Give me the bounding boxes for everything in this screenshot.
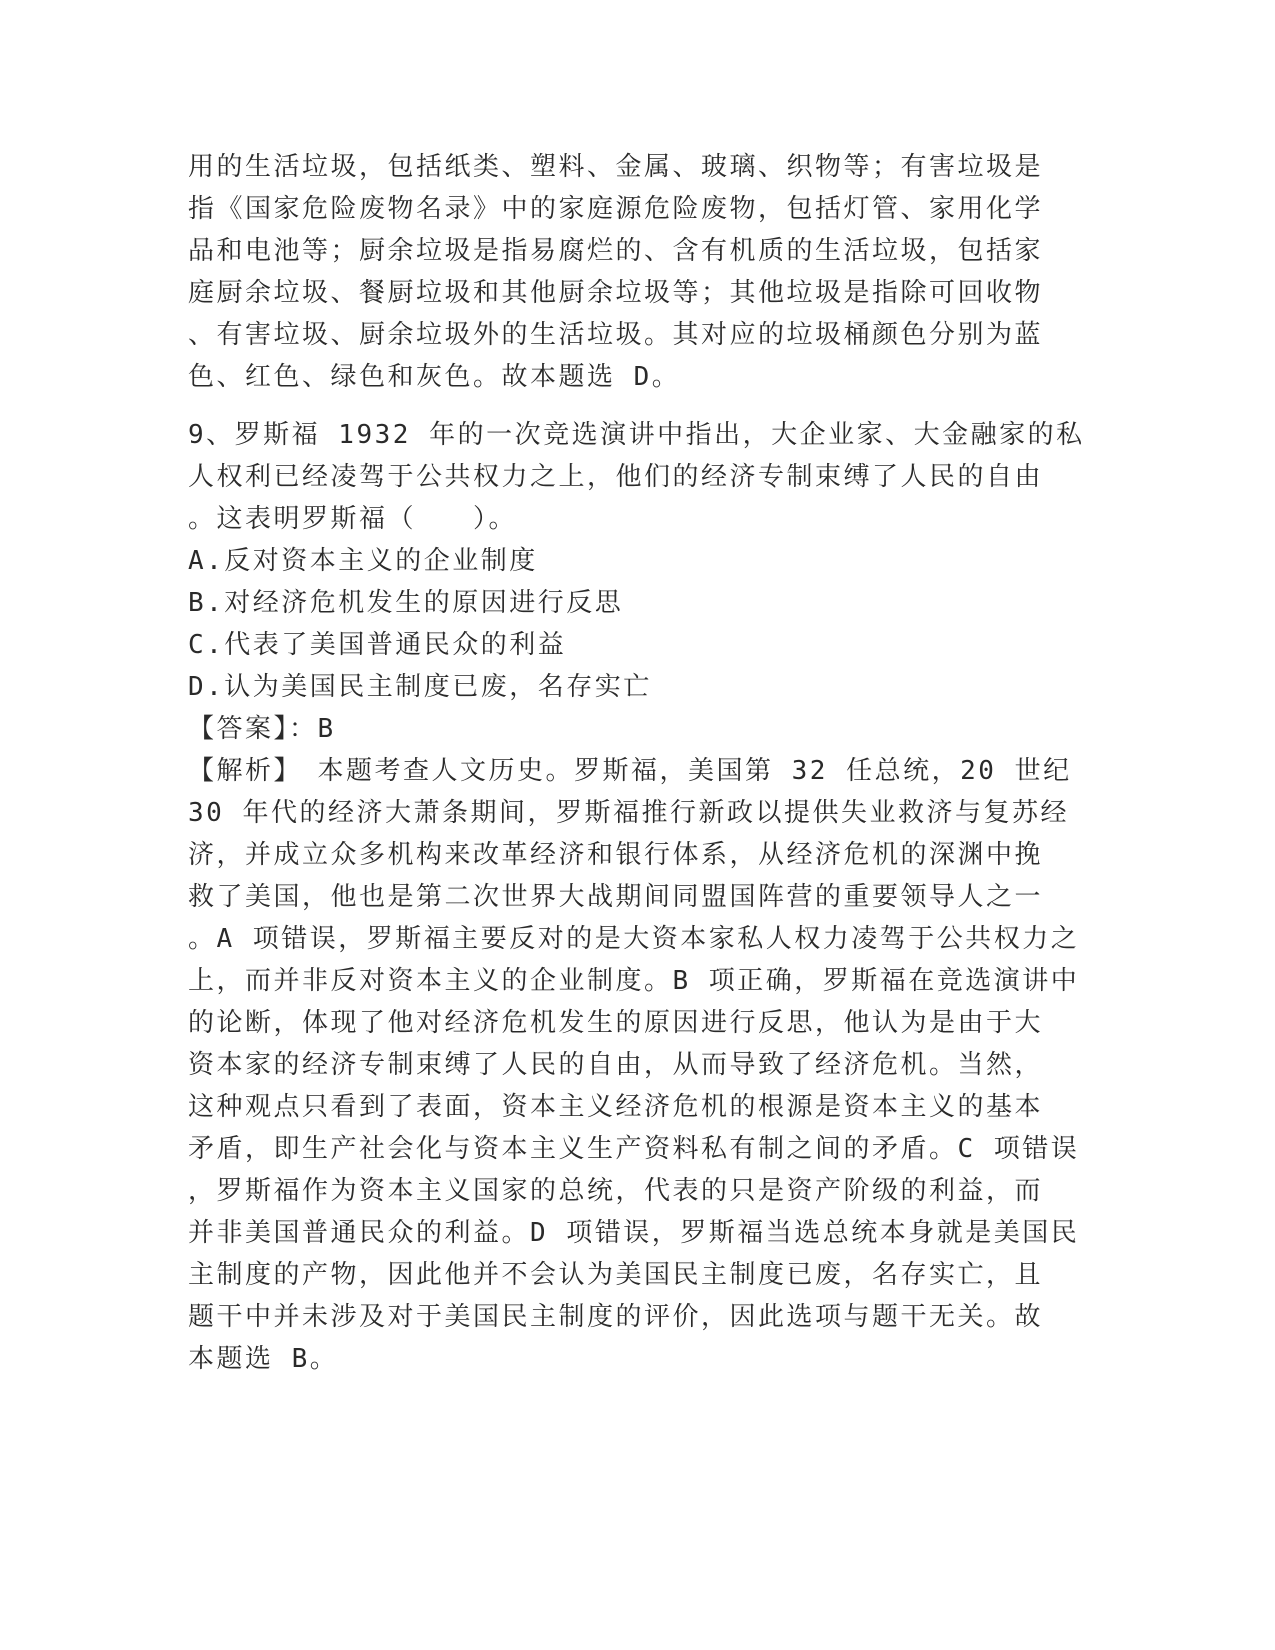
- text-line: 、有害垃圾、厨余垃圾外的生活垃圾。其对应的垃圾桶颜色分别为蓝: [188, 320, 1044, 350]
- option-d: D.认为美国民主制度已废，名存实亡: [188, 672, 652, 702]
- option-b: B.对经济危机发生的原因进行反思: [188, 588, 624, 618]
- explanation-line: 本题选 B。: [188, 1344, 339, 1374]
- stem-line: 人权利已经凌驾于公共权力之上，他们的经济专制束缚了人民的自由: [188, 462, 1044, 492]
- explanation-line: 题干中并未涉及对于美国民主制度的评价，因此选项与题干无关。故: [188, 1302, 1044, 1332]
- option-c: C.代表了美国普通民众的利益: [188, 630, 567, 660]
- explanation-line: 的论断，体现了他对经济危机发生的原因进行反思，他认为是由于大: [188, 1008, 1044, 1038]
- answer-line: 【答案】：B: [188, 714, 336, 744]
- text-line: 品和电池等；厨余垃圾是指易腐烂的、含有机质的生活垃圾，包括家: [188, 236, 1044, 266]
- explanation-line: 。A 项错误，罗斯福主要反对的是大资本家私人权力凌驾于公共权力之: [188, 924, 1080, 954]
- explanation-line: 济，并成立众多机构来改革经济和银行体系，从经济危机的深渊中挽: [188, 840, 1044, 870]
- text-line: 用的生活垃圾，包括纸类、塑料、金属、玻璃、织物等；有害垃圾是: [188, 152, 1044, 182]
- text-line: 指《国家危险废物名录》中的家庭源危险废物，包括灯管、家用化学: [188, 194, 1044, 224]
- text-line: 色、红色、绿色和灰色。故本题选 D。: [188, 362, 681, 392]
- stem-line: 。这表明罗斯福（ ）。: [188, 504, 518, 534]
- previous-explanation: [188, 146, 1078, 398]
- explanation-line: ，罗斯福作为资本主义国家的总统，代表的只是资产阶级的利益，而: [188, 1176, 1044, 1206]
- explanation-line: 30 年代的经济大萧条期间，罗斯福推行新政以提供失业救济与复苏经: [188, 798, 1069, 828]
- option-list: [188, 540, 1078, 708]
- question-stem: [188, 414, 1085, 540]
- text-line: 庭厨余垃圾、餐厨垃圾和其他厨余垃圾等；其他垃圾是指除可回收物: [188, 278, 1044, 308]
- page-content: [188, 146, 1085, 1380]
- question-block: [188, 414, 1085, 1380]
- explanation: [188, 750, 1078, 1380]
- explanation-line: 【解析】 本题考查人文历史。罗斯福，美国第 32 任总统，20 世纪: [188, 756, 1072, 786]
- explanation-line: 资本家的经济专制束缚了人民的自由，从而导致了经济危机。当然，: [188, 1050, 1044, 1080]
- explanation-line: 主制度的产物，因此他并不会认为美国民主制度已废，名存实亡，且: [188, 1260, 1044, 1290]
- option-a: A.反对资本主义的企业制度: [188, 546, 538, 576]
- spacer: [188, 398, 1078, 414]
- explanation-line: 救了美国，他也是第二次世界大战期间同盟国阵营的重要领导人之一: [188, 882, 1044, 912]
- explanation-line: 这种观点只看到了表面，资本主义经济危机的根源是资本主义的基本: [188, 1092, 1044, 1122]
- explanation-line: 上，而并非反对资本主义的企业制度。B 项正确，罗斯福在竞选演讲中: [188, 966, 1080, 996]
- explanation-line: 并非美国普通民众的利益。D 项错误，罗斯福当选总统本身就是美国民: [188, 1218, 1080, 1248]
- stem-line: 9、罗斯福 1932 年的一次竞选演讲中指出，大企业家、大金融家的私: [188, 420, 1085, 450]
- explanation-line: 矛盾，即生产社会化与资本主义生产资料私有制之间的矛盾。C 项错误: [188, 1134, 1080, 1164]
